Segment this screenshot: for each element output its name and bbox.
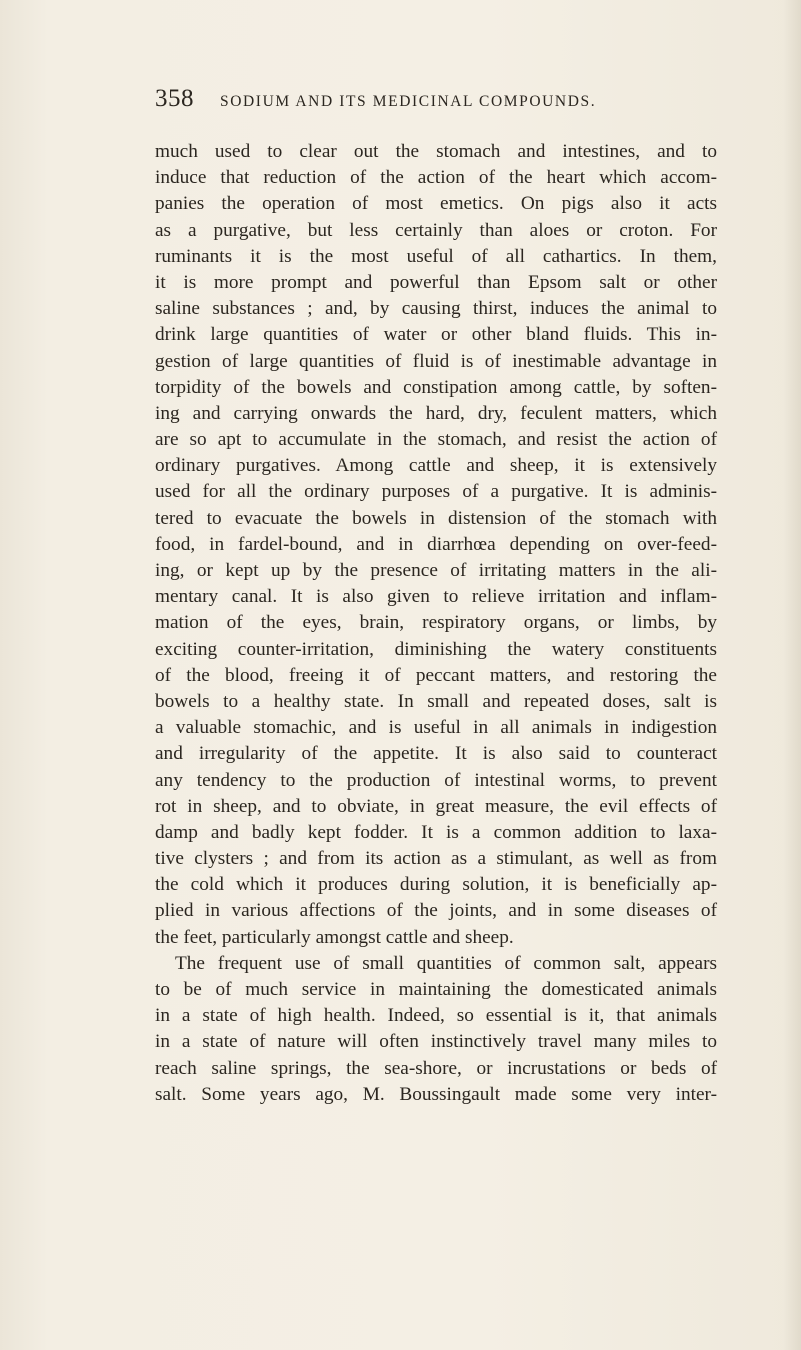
text-line: food, in fardel-bound, and in diarrhœa depending on over-feed- bbox=[155, 533, 717, 555]
page-edge-shadow bbox=[783, 0, 801, 1350]
text-line: mentary canal. It is also given to relieve irritation and inflam- bbox=[155, 586, 717, 608]
text-line: ing, or kept up by the presence of irritating matters in the ali- bbox=[155, 560, 717, 581]
paragraph-1 bbox=[155, 139, 717, 951]
text-line: and irregularity of the appetite. It is also said to counteract bbox=[155, 743, 717, 765]
text-line: induce that reduction of the action of the heart which accom- bbox=[155, 167, 717, 189]
text-line: the cold which it produces during solution, it is beneficially ap- bbox=[155, 874, 717, 896]
page-header bbox=[155, 85, 675, 121]
text-line: used for all the ordinary purposes of a purgative. It is adminis- bbox=[155, 481, 717, 503]
text-line: tive clysters ; and from its action as a stimulant, as well as from bbox=[155, 848, 717, 870]
text-line: The frequent use of small quantities of common salt, appears bbox=[175, 952, 717, 974]
text-line: saline substances ; and, by causing thirst, induces the animal to bbox=[155, 298, 717, 320]
text-line: ordinary purgatives. Among cattle and sheep, it is extensively bbox=[155, 455, 717, 477]
text-line: rot in sheep, and to obviate, in great measure, the evil effects of bbox=[155, 795, 717, 817]
text-line: salt. Some years ago, M. Boussingault made some very inter- bbox=[155, 1083, 717, 1105]
text-line: gestion of large quantities of fluid is of inestimable advantage in bbox=[155, 350, 717, 372]
text-line: drink large quantities of water or other bland fluids. This in- bbox=[155, 324, 717, 346]
text-line: exciting counter-irritation, diminishing the watery constituents bbox=[155, 638, 717, 660]
text-line: in a state of high health. Indeed, so essential is it, that animals bbox=[155, 1005, 717, 1027]
text-line: in a state of nature will often instinctively travel many miles to bbox=[155, 1031, 717, 1053]
text-line: panies the operation of most emetics. On pigs also it acts bbox=[155, 193, 717, 215]
text-line: plied in various affections of the joints, and in some diseases of bbox=[155, 900, 717, 922]
text-line: ing and carrying onwards the hard, dry, feculent matters, which bbox=[155, 402, 717, 424]
text-line: the feet, particularly amongst cattle and sheep. bbox=[155, 926, 514, 948]
text-line: bowels to a healthy state. In small and repeated doses, salt is bbox=[155, 690, 717, 712]
text-line: are so apt to accumulate in the stomach, and resist the action of bbox=[155, 429, 717, 451]
text-line: ruminants it is the most useful of all cathartics. In them, bbox=[155, 245, 717, 267]
body-text bbox=[155, 139, 717, 1108]
text-line: it is more prompt and powerful than Epsom salt or other bbox=[155, 271, 717, 293]
text-line: reach saline springs, the sea-shore, or incrustations or beds of bbox=[155, 1057, 717, 1079]
text-line: tered to evacuate the bowels in distension of the stomach with bbox=[155, 507, 717, 529]
text-line: of the blood, freeing it of peccant matters, and restoring the bbox=[155, 664, 717, 686]
text-line: to be of much service in maintaining the domesticated animals bbox=[155, 979, 717, 1000]
paragraph-2 bbox=[155, 951, 717, 1108]
text-line: damp and badly kept fodder. It is a common addition to laxa- bbox=[155, 821, 717, 843]
text-line: mation of the eyes, brain, respiratory organs, or limbs, by bbox=[155, 612, 717, 634]
text-line: much used to clear out the stomach and intestines, and to bbox=[155, 141, 717, 162]
text-line: as a purgative, but less certainly than aloes or croton. For bbox=[155, 219, 717, 241]
text-line: a valuable stomachic, and is useful in all animals in indigestion bbox=[155, 717, 717, 739]
page-number: 358 bbox=[155, 85, 194, 112]
text-line: torpidity of the bowels and constipation among cattle, by soften- bbox=[155, 376, 717, 398]
text-line: any tendency to the production of intestinal worms, to prevent bbox=[155, 769, 717, 791]
running-head: SODIUM AND ITS MEDICINAL COMPOUNDS. bbox=[220, 93, 597, 110]
